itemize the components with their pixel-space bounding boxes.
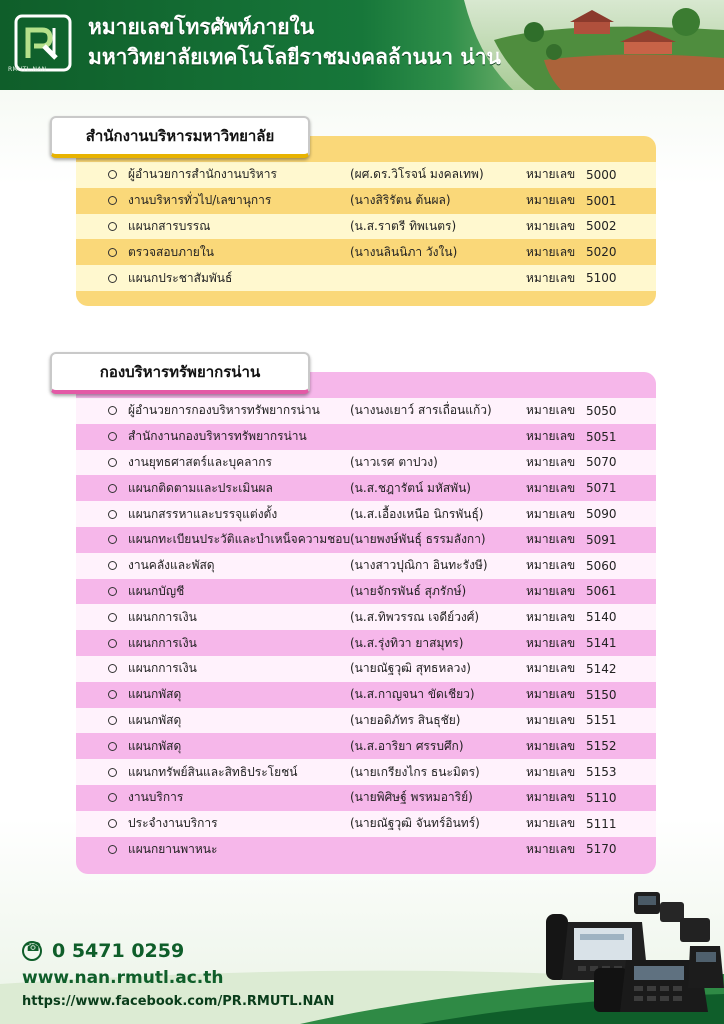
number-label: หมายเลข [526, 403, 576, 418]
person-name: (น.ส.กาญจนา ขัดเชียว) [350, 687, 475, 702]
extension-number: 5151 [586, 713, 617, 728]
number-label: หมายเลข [526, 764, 576, 779]
bullet-icon [108, 768, 117, 777]
person-name: (นางสาวปุณิกา อินทะรังษี) [350, 558, 488, 573]
title-line-2: มหาวิทยาลัยเทคโนโลยีราชมงคลล้านนา น่าน [88, 45, 501, 69]
unit-name: แผนกสารบรรณ [128, 218, 211, 233]
person-name: (นายจักรพันธ์ สุภรักษ์) [350, 583, 467, 598]
bullet-icon [108, 196, 117, 205]
extension-number: 5140 [586, 610, 617, 625]
list-item [76, 450, 656, 476]
extension-number: 5152 [586, 739, 617, 754]
number-label: หมายเลข [526, 635, 576, 650]
extension-number: 5020 [586, 245, 617, 260]
list-item [76, 527, 656, 553]
directory-list [76, 162, 656, 291]
extension-number: 5000 [586, 167, 617, 182]
number-label: หมายเลข [526, 687, 576, 702]
number-label: หมายเลข [526, 429, 576, 444]
list-item [76, 553, 656, 579]
unit-name: แผนกพัสดุ [128, 687, 182, 702]
page-title [88, 12, 501, 72]
number-label: หมายเลข [526, 558, 576, 573]
unit-name: ผู้อำนวยการสำนักงานบริหาร [128, 167, 277, 182]
list-item [76, 398, 656, 424]
section-card-resources [76, 372, 656, 874]
unit-name: งานยุทธศาสตร์และบุคลากร [128, 454, 272, 469]
extension-number: 5070 [586, 455, 617, 470]
section-card-admin [76, 136, 656, 306]
list-item [76, 265, 656, 291]
list-item [76, 733, 656, 759]
number-label: หมายเลข [526, 218, 576, 233]
bullet-icon [108, 406, 117, 415]
bullet-icon [108, 639, 117, 648]
number-label: หมายเลข [526, 609, 576, 624]
unit-name: แผนกพัสดุ [128, 738, 182, 753]
bullet-icon [108, 613, 117, 622]
unit-name: แผนกการเงิน [128, 609, 197, 624]
bullet-icon [108, 716, 117, 725]
unit-name: แผนกการเงิน [128, 635, 197, 650]
person-name: (นายณัฐวุฒิ จันทร์อินทร์) [350, 816, 480, 831]
directory-list [76, 398, 656, 862]
phone-number: 0 5471 0259 [52, 940, 185, 962]
extension-number: 5170 [586, 842, 617, 857]
number-label: หมายเลข [526, 532, 576, 547]
list-item [76, 188, 656, 214]
list-item [76, 785, 656, 811]
list-item [76, 475, 656, 501]
bullet-icon [108, 535, 117, 544]
unit-name: งานคลังและพัสดุ [128, 558, 215, 573]
section-title-admin: สำนักงานบริหารมหาวิทยาลัย [50, 116, 310, 158]
bullet-icon [108, 458, 117, 467]
bullet-icon [108, 170, 117, 179]
number-label: หมายเลข [526, 454, 576, 469]
unit-name: สำนักงานกองบริหารทรัพยากรน่าน [128, 429, 307, 444]
ip-phones-image [530, 888, 724, 1024]
number-label: หมายเลข [526, 193, 576, 208]
number-label: หมายเลข [526, 244, 576, 259]
unit-name: แผนกทรัพย์สินและสิทธิประโยชน์ [128, 764, 298, 779]
contact-phone [22, 940, 184, 962]
unit-name: ประจำงานบริการ [128, 816, 218, 831]
extension-number: 5071 [586, 481, 617, 496]
extension-number: 5090 [586, 507, 617, 522]
bullet-icon [108, 432, 117, 441]
list-item [76, 811, 656, 837]
unit-name: ผู้อำนวยการกองบริหารทรัพยากรน่าน [128, 403, 320, 418]
bullet-icon [108, 274, 117, 283]
list-item [76, 682, 656, 708]
list-item [76, 579, 656, 605]
extension-number: 5001 [586, 193, 617, 208]
bullet-icon [108, 587, 117, 596]
title-line-1: หมายเลขโทรศัพท์ภายใน [88, 15, 315, 39]
bullet-icon [108, 845, 117, 854]
unit-name: แผนกทะเบียนประวัติและบำเหน็จความชอบ [128, 532, 351, 547]
page-header [0, 0, 724, 90]
person-name: (นาวเรศ ตาปวง) [350, 454, 438, 469]
unit-name: แผนกการเงิน [128, 661, 197, 676]
person-name: (นายอดิภัทร สินธุชัย) [350, 712, 461, 727]
extension-number: 5150 [586, 687, 617, 702]
person-name: (นางนงเยาว์ สารเถื่อนแก้ว) [350, 403, 492, 418]
number-label: หมายเลข [526, 790, 576, 805]
extension-number: 5100 [586, 271, 617, 286]
bullet-icon [108, 819, 117, 828]
bullet-icon [108, 510, 117, 519]
number-label: หมายเลข [526, 738, 576, 753]
number-label: หมายเลข [526, 167, 576, 182]
person-name: (นายเกรียงไกร ธนะมิตร) [350, 764, 480, 779]
person-name: (นายณัฐวุฒิ สุทธหลวง) [350, 661, 471, 676]
number-label: หมายเลข [526, 270, 576, 285]
list-item [76, 214, 656, 240]
number-label: หมายเลข [526, 816, 576, 831]
list-item [76, 656, 656, 682]
number-label: หมายเลข [526, 661, 576, 676]
rmutl-logo [14, 14, 72, 72]
extension-number: 5091 [586, 532, 617, 547]
unit-name: งานบริการ [128, 790, 184, 805]
extension-number: 5141 [586, 636, 617, 651]
bullet-icon [108, 664, 117, 673]
phone-icon [22, 941, 42, 961]
person-name: (น.ส.รุ่งทิวา ยาสมุทร) [350, 635, 464, 650]
person-name: (ผศ.ดร.วิโรจน์ มงคลเทพ) [350, 167, 484, 182]
list-item [76, 501, 656, 527]
number-label: หมายเลข [526, 506, 576, 521]
number-label: หมายเลข [526, 712, 576, 727]
extension-number: 5110 [586, 790, 617, 805]
extension-number: 5061 [586, 584, 617, 599]
list-item [76, 162, 656, 188]
list-item [76, 604, 656, 630]
unit-name: แผนกประชาสัมพันธ์ [128, 270, 233, 285]
list-item [76, 630, 656, 656]
extension-number: 5050 [586, 403, 617, 418]
bullet-icon [108, 690, 117, 699]
unit-name: ตรวจสอบภายใน [128, 244, 214, 259]
person-name: (น.ส.เอื้องเหนือ นิกรพันธุ์) [350, 506, 484, 521]
unit-name: แผนกสรรหาและบรรจุแต่งตั้ง [128, 506, 278, 521]
bullet-icon [108, 742, 117, 751]
number-label: หมายเลข [526, 480, 576, 495]
facebook-link[interactable]: https://www.facebook.com/PR.RMUTL.NAN [22, 994, 335, 1009]
person-name: (นายพิศิษฐ์ พรหมอาริย์) [350, 790, 473, 805]
list-item [76, 837, 656, 863]
list-item [76, 424, 656, 450]
person-name: (นายพงษ์พันธุ์ ธรรมลังกา) [350, 532, 486, 547]
unit-name: แผนกบัญชี [128, 583, 185, 598]
list-item [76, 239, 656, 265]
number-label: หมายเลข [526, 841, 576, 856]
person-name: (น.ส.ทิพวรรณ เจดีย์วงศ์) [350, 609, 480, 624]
bullet-icon [108, 484, 117, 493]
website-link[interactable]: www.nan.rmutl.ac.th [22, 968, 224, 988]
person-name: (น.ส.อาริยา ศรรบศึก) [350, 738, 464, 753]
extension-number: 5111 [586, 816, 617, 831]
bullet-icon [108, 222, 117, 231]
bullet-icon [108, 248, 117, 257]
bullet-icon [108, 793, 117, 802]
number-label: หมายเลข [526, 583, 576, 598]
extension-number: 5153 [586, 765, 617, 780]
person-name: (นางสิริรัตน ต้นผล) [350, 193, 451, 208]
person-name: (นางนลินนิภา วังใน) [350, 244, 458, 259]
logo-caption: RMUTL.NAN [8, 66, 47, 73]
bullet-icon [108, 561, 117, 570]
extension-number: 5060 [586, 558, 617, 573]
unit-name: แผนกพัสดุ [128, 712, 182, 727]
section-title-resources: กองบริหารทรัพยากรน่าน [50, 352, 310, 394]
list-item [76, 759, 656, 785]
extension-number: 5002 [586, 219, 617, 234]
extension-number: 5142 [586, 661, 617, 676]
unit-name: แผนกติดตามและประเมินผล [128, 480, 273, 495]
extension-number: 5051 [586, 429, 617, 444]
unit-name: แผนกยานพาหนะ [128, 841, 218, 856]
person-name: (น.ส.ชฎารัตน์ มหัสพัน) [350, 480, 471, 495]
unit-name: งานบริหารทั่วไป/เลขานุการ [128, 193, 272, 208]
person-name: (น.ส.ราตรี ทิพเนตร) [350, 218, 457, 233]
list-item [76, 708, 656, 734]
